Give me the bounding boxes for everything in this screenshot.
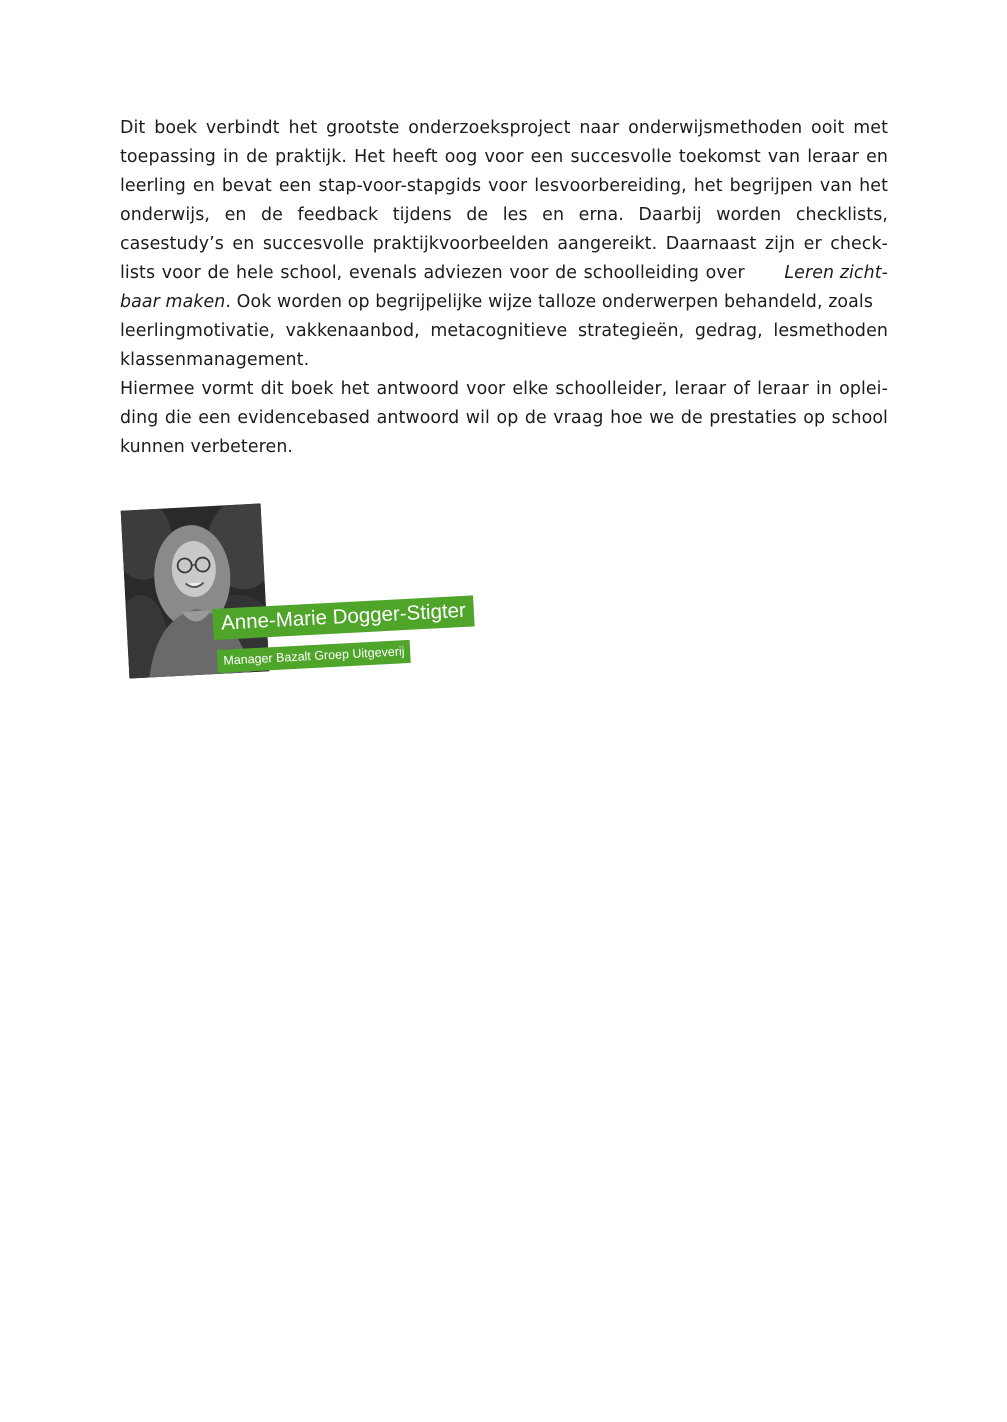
text-segment: lists voor de hele school, evenals adviezen voor de schoolleiding over	[120, 263, 752, 283]
text-line: onderwijs, en de feedback tijdens de les en erna. Daarbij worden checklists,	[120, 205, 888, 225]
text-line: Hiermee vormt dit boek het antwoord voor elke schoolleider, leraar of leraar in oplei-	[120, 379, 888, 399]
text-line: leerling en bevat een stap-voor-stapgids voor lesvoorbereiding, het begrijpen van het	[120, 176, 888, 196]
text-line	[120, 259, 888, 288]
text-line: klassenmanagement.	[120, 350, 310, 370]
author-role-label: Manager Bazalt Groep Uitgeverij	[217, 640, 411, 673]
author-name-label: Anne-Marie Dogger-Stigter	[212, 595, 474, 640]
intro-paragraph	[120, 114, 888, 462]
text-line	[120, 288, 888, 317]
book-title-part: Leren zicht-	[784, 263, 888, 283]
text-line: leerlingmotivatie, vakkenaanbod, metacognitieve strategieën, gedrag, lesmethoden	[120, 321, 888, 341]
text-line: toepassing in de praktijk. Het heeft oog voor een succesvolle toekomst van leraar en	[120, 147, 888, 167]
text-segment: . Ook worden op begrijpelijke wijze talloze onderwerpen behandeld, zoals	[225, 292, 874, 312]
text-line: kunnen verbeteren.	[120, 437, 294, 457]
text-line: ding die een evidencebased antwoord wil op de vraag hoe we de prestaties op school	[120, 408, 888, 428]
text-line: casestudy’s en succesvolle praktijkvoorbeelden aangereikt. Daarnaast zijn er check-	[120, 234, 888, 254]
text-line: Dit boek verbindt het grootste onderzoeksproject naar onderwijsmethoden ooit met	[120, 118, 888, 138]
book-title-part: baar maken	[120, 292, 226, 312]
